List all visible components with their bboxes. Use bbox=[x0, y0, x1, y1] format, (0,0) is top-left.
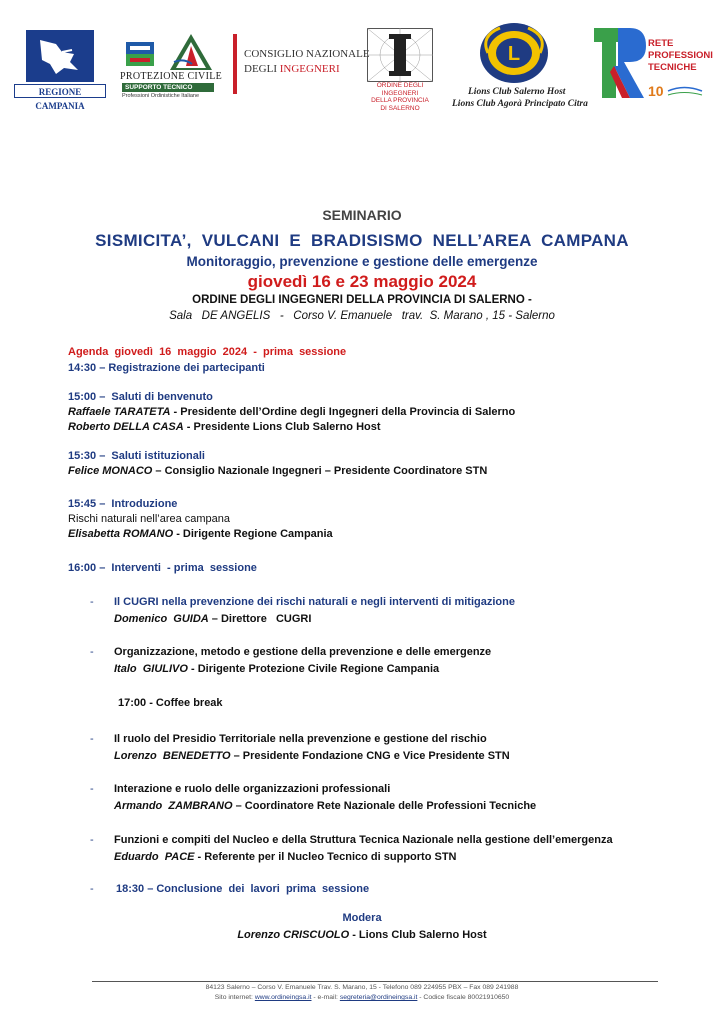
bullet-dash: - bbox=[90, 883, 94, 895]
speaker-role: - Referente per il Nucleo Tecnico di supporto STN bbox=[194, 851, 457, 863]
speaker-role: - Presidente dell’Ordine degli Ingegneri della Provincia di Salerno bbox=[170, 406, 516, 418]
footer-contacts bbox=[0, 994, 724, 1001]
speaker-name: Raffaele TARATETA bbox=[68, 406, 171, 418]
intro-topic: Rischi naturali nell’area campana bbox=[68, 513, 231, 525]
talk-topic: Il CUGRI nella prevenzione dei rischi naturali e negli interventi di mitigazione bbox=[114, 596, 515, 608]
seminar-label: SEMINARIO bbox=[322, 207, 402, 223]
agenda-heading: Agenda giovedì 16 maggio 2024 - prima sessione bbox=[68, 346, 347, 358]
protezione-civile-triangle-icon bbox=[168, 32, 214, 72]
cni-line2a: DEGLI bbox=[244, 63, 280, 75]
speaker-name: Domenico GUIDA bbox=[114, 613, 209, 625]
welcome-time: 15:00 – Saluti di benvenuto bbox=[68, 391, 213, 403]
email-link[interactable]: segreteria@ordineingsa.it bbox=[339, 994, 418, 1001]
regione-campania-label: REGIONE CAMPANIA bbox=[14, 84, 106, 98]
speaker-role: - Presidente Lions Club Salerno Host bbox=[183, 421, 381, 433]
welcome-speaker-1 bbox=[68, 405, 515, 419]
lions-club-emblem-icon bbox=[478, 22, 550, 84]
protezione-civile-bar: SUPPORTO TECNICO bbox=[122, 83, 214, 92]
coffee-break: 17:00 - Coffee break bbox=[118, 697, 223, 709]
ordine-salerno-logo-icon bbox=[367, 28, 433, 82]
speaker-name: Felice MONACO bbox=[68, 465, 153, 477]
institutional-time: 15:30 – Saluti istituzionali bbox=[68, 450, 205, 462]
cni-line1: CONSIGLIO NAZIONALE bbox=[244, 48, 370, 60]
speaker-role: – Consiglio Nazionale Ingegneri – Presidente Coordinatore STN bbox=[152, 465, 488, 477]
intro-speaker bbox=[68, 527, 333, 541]
speaker-name: Elisabetta ROMANO bbox=[68, 528, 174, 540]
oisa-line: ORDINE DEGLI bbox=[376, 82, 424, 89]
speaker-name: Lorenzo BENEDETTO bbox=[114, 750, 231, 762]
cni-logo-text bbox=[244, 47, 370, 77]
rpt-line: TECNICHE bbox=[648, 62, 697, 73]
fiscal-code: - Codice fiscale 80021910650 bbox=[417, 994, 510, 1001]
venue-organization: ORDINE DEGLI INGEGNERI DELLA PROVINCIA DI SALERNO - bbox=[192, 294, 532, 306]
talk-speaker bbox=[114, 749, 510, 763]
seminar-title: SISMICITA’, VULCANI E BRADISISMO NELL’AREA CAMPANA bbox=[95, 231, 629, 250]
footer-address: 84123 Salerno – Corso V. Emanuele Trav. S. Marano, 15 - Telefono 089 224955 PBX – Fax 089 241988 bbox=[205, 984, 519, 991]
email-label: - e-mail: bbox=[311, 994, 340, 1001]
oisa-line: DI SALERNO bbox=[380, 104, 420, 112]
protezione-civile-title: PROTEZIONE CIVILE bbox=[120, 71, 223, 82]
seminar-dates: giovedì 16 e 23 maggio 2024 bbox=[247, 272, 477, 291]
footer-divider bbox=[92, 981, 658, 982]
anniversary-badge-icon bbox=[646, 82, 706, 100]
bullet-dash: - bbox=[90, 596, 94, 608]
speaker-role: - Dirigente Regione Campania bbox=[173, 528, 333, 540]
speaker-name: Roberto DELLA CASA bbox=[68, 421, 184, 433]
protezione-civile-sub: Professioni Ordinistiche Italiane bbox=[122, 93, 200, 99]
lions-club-name-1: Lions Club Salerno Host bbox=[468, 87, 566, 97]
speaker-name: Armando ZAMBRANO bbox=[114, 800, 233, 812]
registration-item: 14:30 – Registrazione dei partecipanti bbox=[68, 362, 265, 374]
bullet-dash: - bbox=[90, 834, 94, 846]
oisa-line: DELLA PROVINCIA bbox=[371, 97, 429, 104]
institutional-speaker bbox=[68, 464, 487, 478]
oisa-line: INGEGNERI bbox=[381, 89, 419, 97]
rpt-line: PROFESSIONI bbox=[648, 50, 713, 61]
lions-club-name-2: Lions Club Agorà Principato Citra bbox=[452, 99, 588, 109]
talk-speaker bbox=[114, 850, 456, 864]
rete-professioni-tecniche-logo-icon bbox=[592, 24, 648, 100]
intro-time: 15:45 – Introduzione bbox=[68, 498, 178, 510]
session-conclusion: 18:30 – Conclusione dei lavori prima sessione bbox=[116, 883, 370, 895]
seminar-subtitle: Monitoraggio, prevenzione e gestione delle emergenze bbox=[186, 254, 538, 269]
cni-line2b: INGEGNERI bbox=[279, 63, 340, 75]
regione-campania-shield-icon bbox=[26, 30, 94, 82]
speaker-role: - Dirigente Protezione Civile Regione Campania bbox=[187, 663, 440, 675]
talk-topic: Interazione e ruolo delle organizzazioni professionali bbox=[114, 783, 391, 795]
rete-professioni-tecniche-text bbox=[648, 38, 713, 74]
talk-topic: Funzioni e compiti del Nucleo e della Struttura Tecnica Nazionale nella gestione dell’emergenza bbox=[114, 834, 613, 846]
welcome-speaker-2 bbox=[68, 420, 381, 434]
speaker-name: Eduardo PACE bbox=[114, 851, 195, 863]
venue-address: Sala DE ANGELIS - Corso V. Emanuele trav. S. Marano , 15 - Salerno bbox=[169, 310, 555, 322]
talk-topic: Organizzazione, metodo e gestione della prevenzione e delle emergenze bbox=[114, 646, 492, 658]
bullet-dash: - bbox=[90, 646, 94, 658]
moderator-label: Modera bbox=[342, 912, 382, 924]
speaker-name: Italo GIULIVO bbox=[114, 663, 188, 675]
moderator bbox=[0, 929, 724, 941]
stn-logo-icon bbox=[124, 38, 156, 70]
speaker-name: Lorenzo CRISCUOLO bbox=[237, 929, 350, 941]
website-link[interactable]: www.ordineingsa.it bbox=[254, 994, 312, 1001]
svg-text:L: L bbox=[507, 43, 521, 65]
speaker-role: - Lions Club Salerno Host bbox=[349, 929, 487, 941]
rpt-line: RETE bbox=[648, 38, 674, 49]
svg-text:10: 10 bbox=[648, 83, 664, 99]
talk-speaker bbox=[114, 799, 536, 813]
speaker-role: – Presidente Fondazione CNG e Vice Presidente STN bbox=[230, 750, 510, 762]
talk-speaker bbox=[114, 662, 439, 676]
speaker-role: – Direttore CUGRI bbox=[208, 613, 312, 625]
bullet-dash: - bbox=[90, 733, 94, 745]
talks-session-time: 16:00 – Interventi - prima sessione bbox=[68, 562, 257, 574]
ordine-salerno-logo-text bbox=[362, 82, 438, 112]
speaker-role: – Coordinatore Rete Nazionale delle Professioni Tecniche bbox=[232, 800, 537, 812]
site-label: Sito internet: bbox=[214, 994, 255, 1001]
talk-topic: Il ruolo del Presidio Territoriale nella prevenzione e gestione del rischio bbox=[114, 733, 487, 745]
cni-red-bar bbox=[233, 34, 237, 94]
bullet-dash: - bbox=[90, 783, 94, 795]
talk-speaker bbox=[114, 612, 311, 626]
